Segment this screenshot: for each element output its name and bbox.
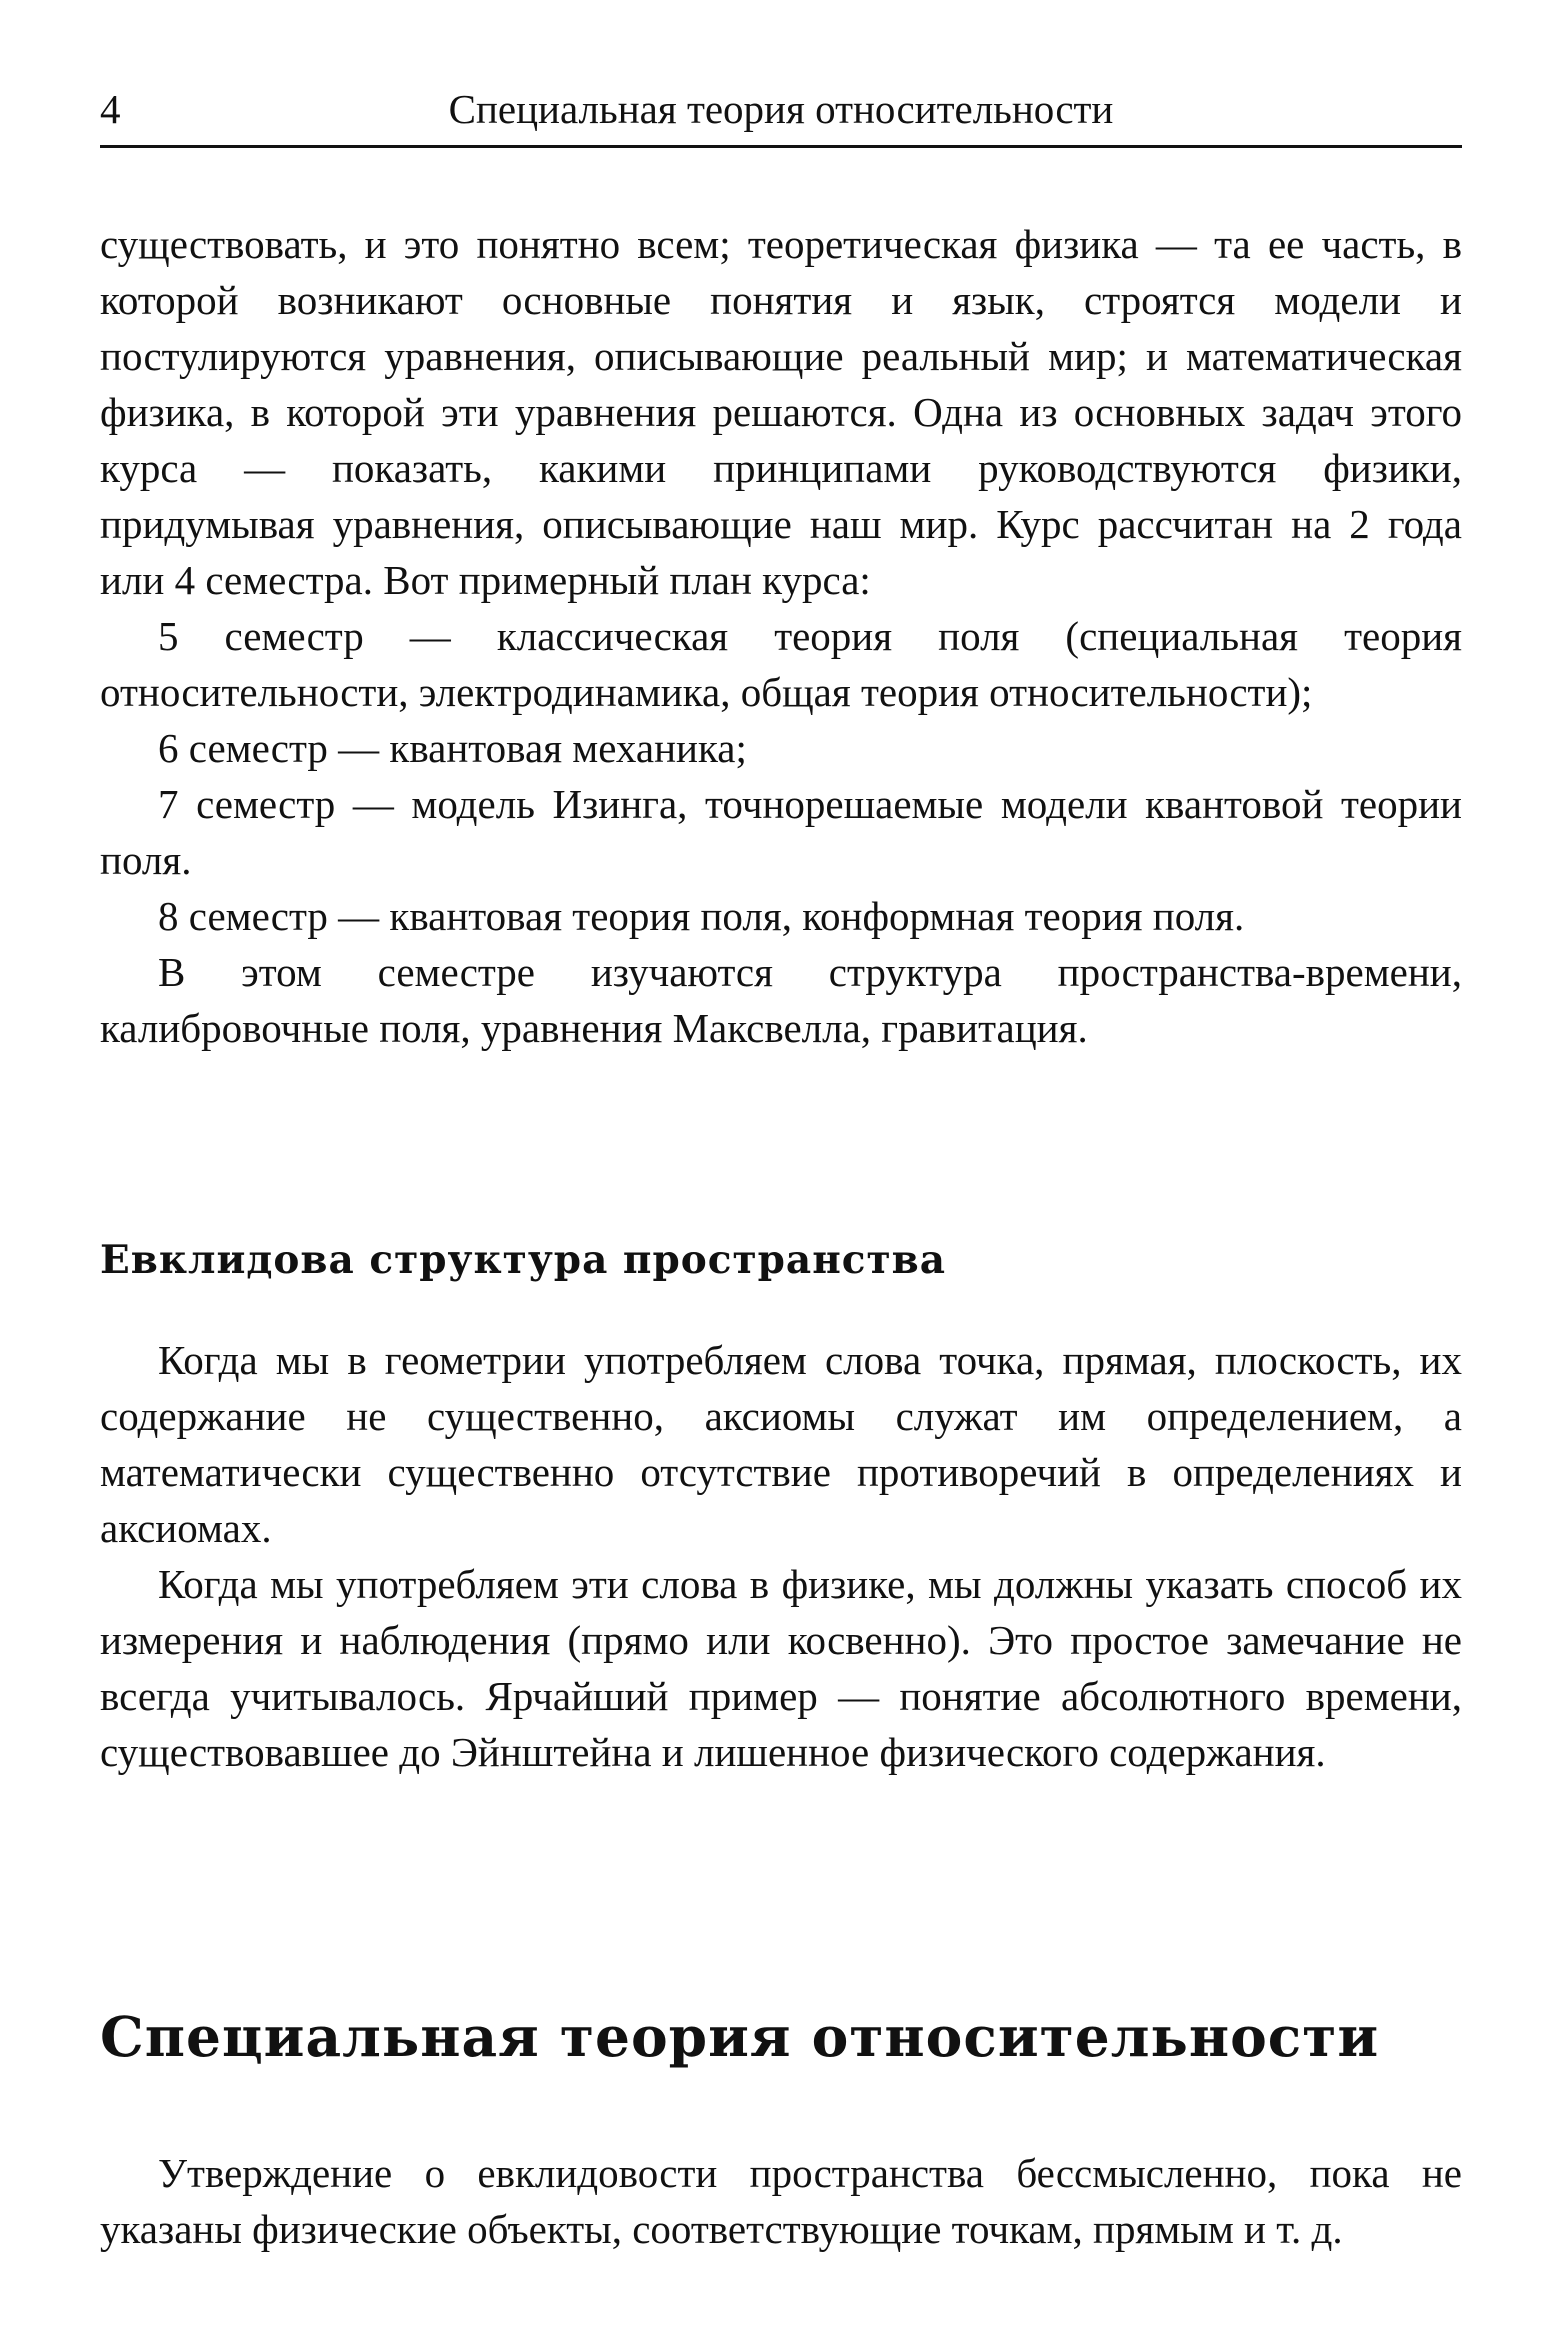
- page-number: 4: [100, 86, 121, 132]
- section-heading: Евклидова структура пространства: [100, 1237, 947, 1283]
- plan-item-semester-8: 8 семестр — квантовая теория поля, конформная теория поля.: [158, 893, 1245, 939]
- chapter-paragraph: Утверждение о евклидовости пространства бессмысленно, пока не указаны физические объекты, соответствующие точкам, прямым и т. д.: [100, 2150, 1462, 2252]
- chapter-heading: Специальная теория относительности: [100, 2004, 1380, 2069]
- section-text: [100, 1332, 1462, 1780]
- section-paragraph-1: Когда мы в геометрии употребляем слова точка, прямая, плоскость, их содержание не существенно, аксиомы служат им определением, а математически существенно отсутствие противоречий в определениях и аксиомах.: [100, 1337, 1462, 1551]
- chapter-text: [100, 2145, 1462, 2257]
- intro-paragraph: существовать, и это понятно всем; теоретическая физика — та ее часть, в которой возникают основные понятия и язык, строятся модели и постулируются уравнения, описывающие реальный мир; и математическая физика, в которой эти уравнения решаются. Одна из основных задач этого курса — показать, какими принципами руководствуются физики, придумывая уравнения, описывающие наш мир. Курс рассчитан на 2 года или 4 семестра. Вот примерный план курса:: [100, 221, 1462, 603]
- running-title: Специальная теория относительности: [448, 86, 1114, 132]
- header-rule: [100, 145, 1462, 148]
- plan-item-semester-7: 7 семестр — модель Изинга, точнорешаемые модели квантовой теории поля.: [100, 781, 1462, 883]
- plan-item-semester-5: 5 семестр — классическая теория поля (специальная теория относительности, электродинамика, общая теория относительности);: [100, 613, 1462, 715]
- plan-item-semester-6: 6 семестр — квантовая механика;: [158, 725, 747, 771]
- section-paragraph-2: Когда мы употребляем эти слова в физике, мы должны указать способ их измерения и наблюдения (прямо или косвенно). Это простое замечание не всегда учитывалось. Ярчайший пример — понятие абсолютного времени, существовавшее до Эйнштейна и лишенное физического содержания.: [100, 1561, 1462, 1775]
- intro-closing-paragraph: В этом семестре изучаются структура пространства-времени, калибровочные поля, уравнения Максвелла, гравитация.: [100, 949, 1462, 1051]
- intro-text: [100, 216, 1462, 1056]
- running-head: [100, 84, 1462, 134]
